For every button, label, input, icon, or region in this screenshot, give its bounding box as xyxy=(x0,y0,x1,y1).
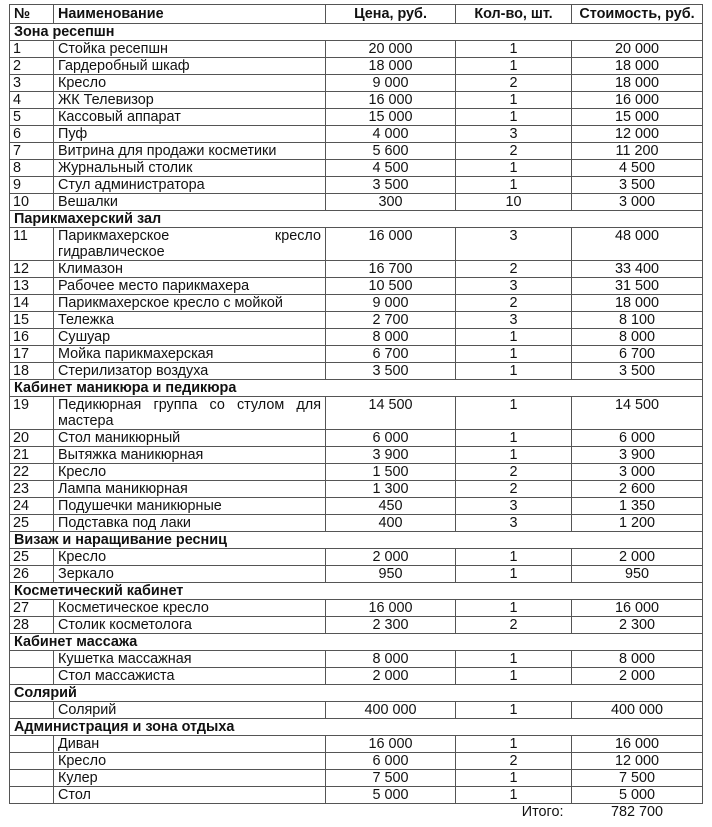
item-price: 9 000 xyxy=(326,295,456,312)
item-price: 400 xyxy=(326,515,456,532)
header-cost: Стоимость, руб. xyxy=(572,5,703,24)
item-name: Стул администратора xyxy=(54,177,326,194)
item-price: 16 000 xyxy=(326,228,456,261)
item-name: Гардеробный шкаф xyxy=(54,58,326,75)
table-row xyxy=(10,498,703,515)
item-name: Столик косметолога xyxy=(54,617,326,634)
row-number: 13 xyxy=(10,278,54,295)
table-row xyxy=(10,651,703,668)
row-number: 14 xyxy=(10,295,54,312)
item-price: 14 500 xyxy=(326,397,456,430)
item-price: 16 000 xyxy=(326,736,456,753)
row-number: 26 xyxy=(10,566,54,583)
item-quantity: 1 xyxy=(456,58,572,75)
item-name: Кресло xyxy=(54,464,326,481)
row-number xyxy=(10,736,54,753)
equipment-table xyxy=(9,4,703,820)
header-num: № xyxy=(10,5,54,24)
section-header-row xyxy=(10,24,703,41)
row-number xyxy=(10,702,54,719)
item-quantity: 1 xyxy=(456,160,572,177)
header-qty: Кол-во, шт. xyxy=(456,5,572,24)
item-name: Мойка парикмахерская xyxy=(54,346,326,363)
row-number: 21 xyxy=(10,447,54,464)
row-number xyxy=(10,668,54,685)
item-price: 7 500 xyxy=(326,770,456,787)
item-cost: 3 000 xyxy=(572,194,703,211)
row-number: 20 xyxy=(10,430,54,447)
section-title: Визаж и наращивание ресниц xyxy=(10,532,703,549)
row-number: 3 xyxy=(10,75,54,92)
item-quantity: 3 xyxy=(456,126,572,143)
item-quantity: 1 xyxy=(456,92,572,109)
item-quantity: 2 xyxy=(456,295,572,312)
table-row xyxy=(10,177,703,194)
item-price: 8 000 xyxy=(326,329,456,346)
row-number: 15 xyxy=(10,312,54,329)
section-title: Косметический кабинет xyxy=(10,583,703,600)
item-cost: 3 500 xyxy=(572,363,703,380)
item-quantity: 3 xyxy=(456,228,572,261)
section-header-row xyxy=(10,719,703,736)
table-row xyxy=(10,346,703,363)
row-number: 12 xyxy=(10,261,54,278)
item-quantity: 10 xyxy=(456,194,572,211)
table-row xyxy=(10,736,703,753)
item-cost: 6 700 xyxy=(572,346,703,363)
item-cost: 1 350 xyxy=(572,498,703,515)
row-number: 7 xyxy=(10,143,54,160)
row-number xyxy=(10,753,54,770)
item-price: 10 500 xyxy=(326,278,456,295)
item-name: ЖК Телевизор xyxy=(54,92,326,109)
item-quantity: 1 xyxy=(456,787,572,804)
item-quantity: 2 xyxy=(456,261,572,278)
item-quantity: 1 xyxy=(456,736,572,753)
item-price: 1 500 xyxy=(326,464,456,481)
item-name: Подушечки маникюрные xyxy=(54,498,326,515)
table-row xyxy=(10,753,703,770)
item-quantity: 3 xyxy=(456,515,572,532)
row-number: 2 xyxy=(10,58,54,75)
item-quantity: 1 xyxy=(456,329,572,346)
section-header-row xyxy=(10,380,703,397)
item-quantity: 1 xyxy=(456,651,572,668)
section-title: Парикмахерский зал xyxy=(10,211,703,228)
table-row xyxy=(10,160,703,177)
table-row xyxy=(10,447,703,464)
table-row xyxy=(10,312,703,329)
item-price: 3 900 xyxy=(326,447,456,464)
item-quantity: 1 xyxy=(456,363,572,380)
item-cost: 8 100 xyxy=(572,312,703,329)
item-name: Зеркало xyxy=(54,566,326,583)
item-quantity: 1 xyxy=(456,430,572,447)
item-cost: 1 200 xyxy=(572,515,703,532)
item-quantity: 3 xyxy=(456,498,572,515)
section-title: Администрация и зона отдыха xyxy=(10,719,703,736)
item-cost: 31 500 xyxy=(572,278,703,295)
table-row xyxy=(10,228,703,261)
item-name: Пуф xyxy=(54,126,326,143)
row-number: 10 xyxy=(10,194,54,211)
item-cost: 11 200 xyxy=(572,143,703,160)
row-number: 4 xyxy=(10,92,54,109)
row-number: 18 xyxy=(10,363,54,380)
row-number xyxy=(10,651,54,668)
item-name: Стол xyxy=(54,787,326,804)
total-row xyxy=(10,804,703,821)
item-price: 6 700 xyxy=(326,346,456,363)
item-cost: 33 400 xyxy=(572,261,703,278)
item-price: 2 000 xyxy=(326,668,456,685)
item-quantity: 2 xyxy=(456,143,572,160)
table-row xyxy=(10,702,703,719)
row-number xyxy=(10,787,54,804)
item-name: Кушетка массажная xyxy=(54,651,326,668)
section-title: Солярий xyxy=(10,685,703,702)
item-quantity: 2 xyxy=(456,481,572,498)
item-cost: 16 000 xyxy=(572,736,703,753)
item-quantity: 1 xyxy=(456,346,572,363)
item-price: 16 000 xyxy=(326,600,456,617)
item-price: 16 700 xyxy=(326,261,456,278)
item-price: 15 000 xyxy=(326,109,456,126)
row-number: 16 xyxy=(10,329,54,346)
item-name: Климазон xyxy=(54,261,326,278)
total-label: Итого: xyxy=(521,804,564,820)
item-cost: 48 000 xyxy=(572,228,703,261)
item-name: Кулер xyxy=(54,770,326,787)
table-row xyxy=(10,109,703,126)
item-name: Рабочее место парикмахера xyxy=(54,278,326,295)
item-cost: 18 000 xyxy=(572,58,703,75)
item-price: 4 000 xyxy=(326,126,456,143)
item-cost: 2 000 xyxy=(572,549,703,566)
total-spacer xyxy=(10,804,456,821)
item-name: Стойка ресепшн xyxy=(54,41,326,58)
item-price: 3 500 xyxy=(326,363,456,380)
section-title: Кабинет маникюра и педикюра xyxy=(10,380,703,397)
item-price: 2 000 xyxy=(326,549,456,566)
section-header-row xyxy=(10,532,703,549)
row-number: 23 xyxy=(10,481,54,498)
table-row xyxy=(10,143,703,160)
section-header-row xyxy=(10,685,703,702)
section-title: Кабинет массажа xyxy=(10,634,703,651)
item-price: 950 xyxy=(326,566,456,583)
table-row xyxy=(10,126,703,143)
section-header-row xyxy=(10,211,703,228)
table-row xyxy=(10,261,703,278)
item-cost: 3 500 xyxy=(572,177,703,194)
item-quantity: 1 xyxy=(456,41,572,58)
table-row xyxy=(10,278,703,295)
row-number: 11 xyxy=(10,228,54,261)
item-price: 18 000 xyxy=(326,58,456,75)
table-row xyxy=(10,787,703,804)
table-row xyxy=(10,549,703,566)
item-cost: 3 000 xyxy=(572,464,703,481)
item-quantity: 3 xyxy=(456,312,572,329)
item-price: 1 300 xyxy=(326,481,456,498)
row-number: 19 xyxy=(10,397,54,430)
item-name: Витрина для продажи косметики xyxy=(54,143,326,160)
item-quantity: 2 xyxy=(456,617,572,634)
item-quantity: 1 xyxy=(456,702,572,719)
item-cost: 950 xyxy=(572,566,703,583)
item-cost: 6 000 xyxy=(572,430,703,447)
item-price: 2 300 xyxy=(326,617,456,634)
item-name: Педикюрная группа со стулом для мастера xyxy=(54,397,326,430)
item-price: 3 500 xyxy=(326,177,456,194)
row-number: 8 xyxy=(10,160,54,177)
item-quantity: 1 xyxy=(456,447,572,464)
item-quantity: 1 xyxy=(456,549,572,566)
section-header-row xyxy=(10,583,703,600)
table-row xyxy=(10,363,703,380)
item-price: 6 000 xyxy=(326,753,456,770)
item-quantity: 1 xyxy=(456,668,572,685)
row-number: 27 xyxy=(10,600,54,617)
header-name: Наименование xyxy=(54,5,326,24)
item-name: Стол массажиста xyxy=(54,668,326,685)
item-cost: 400 000 xyxy=(572,702,703,719)
table-row xyxy=(10,41,703,58)
item-cost: 4 500 xyxy=(572,160,703,177)
item-price: 2 700 xyxy=(326,312,456,329)
item-cost: 8 000 xyxy=(572,651,703,668)
row-number xyxy=(10,770,54,787)
item-cost: 2 000 xyxy=(572,668,703,685)
row-number: 9 xyxy=(10,177,54,194)
item-cost: 14 500 xyxy=(572,397,703,430)
table-row xyxy=(10,668,703,685)
item-quantity: 1 xyxy=(456,397,572,430)
table-row xyxy=(10,617,703,634)
table-row xyxy=(10,329,703,346)
table-row xyxy=(10,295,703,312)
item-quantity: 1 xyxy=(456,109,572,126)
header-row xyxy=(10,5,703,24)
total-value: 782 700 xyxy=(610,804,664,820)
item-cost: 3 900 xyxy=(572,447,703,464)
table-row xyxy=(10,770,703,787)
header-price: Цена, руб. xyxy=(326,5,456,24)
section-header-row xyxy=(10,634,703,651)
item-cost: 20 000 xyxy=(572,41,703,58)
item-name: Подставка под лаки xyxy=(54,515,326,532)
item-price: 16 000 xyxy=(326,92,456,109)
item-name: Парикмахерское кресло гидравлическое xyxy=(54,228,326,261)
item-cost: 5 000 xyxy=(572,787,703,804)
item-price: 4 500 xyxy=(326,160,456,177)
item-quantity: 2 xyxy=(456,75,572,92)
table-row xyxy=(10,194,703,211)
item-name: Вешалки xyxy=(54,194,326,211)
row-number: 1 xyxy=(10,41,54,58)
item-quantity: 1 xyxy=(456,566,572,583)
item-name: Парикмахерское кресло с мойкой xyxy=(54,295,326,312)
table-row xyxy=(10,481,703,498)
item-name: Сушуар xyxy=(54,329,326,346)
item-cost: 12 000 xyxy=(572,126,703,143)
item-price: 20 000 xyxy=(326,41,456,58)
item-cost: 15 000 xyxy=(572,109,703,126)
item-price: 5 000 xyxy=(326,787,456,804)
item-cost: 16 000 xyxy=(572,600,703,617)
row-number: 25 xyxy=(10,549,54,566)
item-price: 300 xyxy=(326,194,456,211)
item-cost: 8 000 xyxy=(572,329,703,346)
item-name: Стол маникюрный xyxy=(54,430,326,447)
table-row xyxy=(10,515,703,532)
item-price: 400 000 xyxy=(326,702,456,719)
row-number: 6 xyxy=(10,126,54,143)
item-price: 5 600 xyxy=(326,143,456,160)
item-name: Косметическое кресло xyxy=(54,600,326,617)
item-quantity: 3 xyxy=(456,278,572,295)
table-row xyxy=(10,75,703,92)
item-cost: 2 300 xyxy=(572,617,703,634)
item-name: Тележка xyxy=(54,312,326,329)
table-row xyxy=(10,566,703,583)
row-number: 24 xyxy=(10,498,54,515)
table-body xyxy=(10,24,703,821)
table-row xyxy=(10,92,703,109)
table-row xyxy=(10,430,703,447)
item-name: Вытяжка маникюрная xyxy=(54,447,326,464)
row-number: 5 xyxy=(10,109,54,126)
item-price: 9 000 xyxy=(326,75,456,92)
item-name: Кресло xyxy=(54,549,326,566)
item-cost: 18 000 xyxy=(572,295,703,312)
item-cost: 18 000 xyxy=(572,75,703,92)
item-quantity: 2 xyxy=(456,753,572,770)
table-row xyxy=(10,397,703,430)
item-price: 450 xyxy=(326,498,456,515)
item-name: Кресло xyxy=(54,75,326,92)
item-quantity: 1 xyxy=(456,177,572,194)
row-number: 28 xyxy=(10,617,54,634)
item-quantity: 1 xyxy=(456,600,572,617)
item-cost: 16 000 xyxy=(572,92,703,109)
row-number: 17 xyxy=(10,346,54,363)
item-quantity: 2 xyxy=(456,464,572,481)
item-price: 8 000 xyxy=(326,651,456,668)
table-row xyxy=(10,600,703,617)
item-name: Лампа маникюрная xyxy=(54,481,326,498)
item-cost: 2 600 xyxy=(572,481,703,498)
table-row xyxy=(10,464,703,481)
item-name: Диван xyxy=(54,736,326,753)
equipment-cost-document xyxy=(9,4,703,820)
item-quantity: 1 xyxy=(456,770,572,787)
item-name: Кресло xyxy=(54,753,326,770)
item-name: Солярий xyxy=(54,702,326,719)
row-number: 22 xyxy=(10,464,54,481)
item-name: Журнальный столик xyxy=(54,160,326,177)
section-title: Зона ресепшн xyxy=(10,24,703,41)
item-cost: 7 500 xyxy=(572,770,703,787)
item-name: Кассовый аппарат xyxy=(54,109,326,126)
table-row xyxy=(10,58,703,75)
item-name: Стерилизатор воздуха xyxy=(54,363,326,380)
item-cost: 12 000 xyxy=(572,753,703,770)
row-number: 25 xyxy=(10,515,54,532)
item-price: 6 000 xyxy=(326,430,456,447)
